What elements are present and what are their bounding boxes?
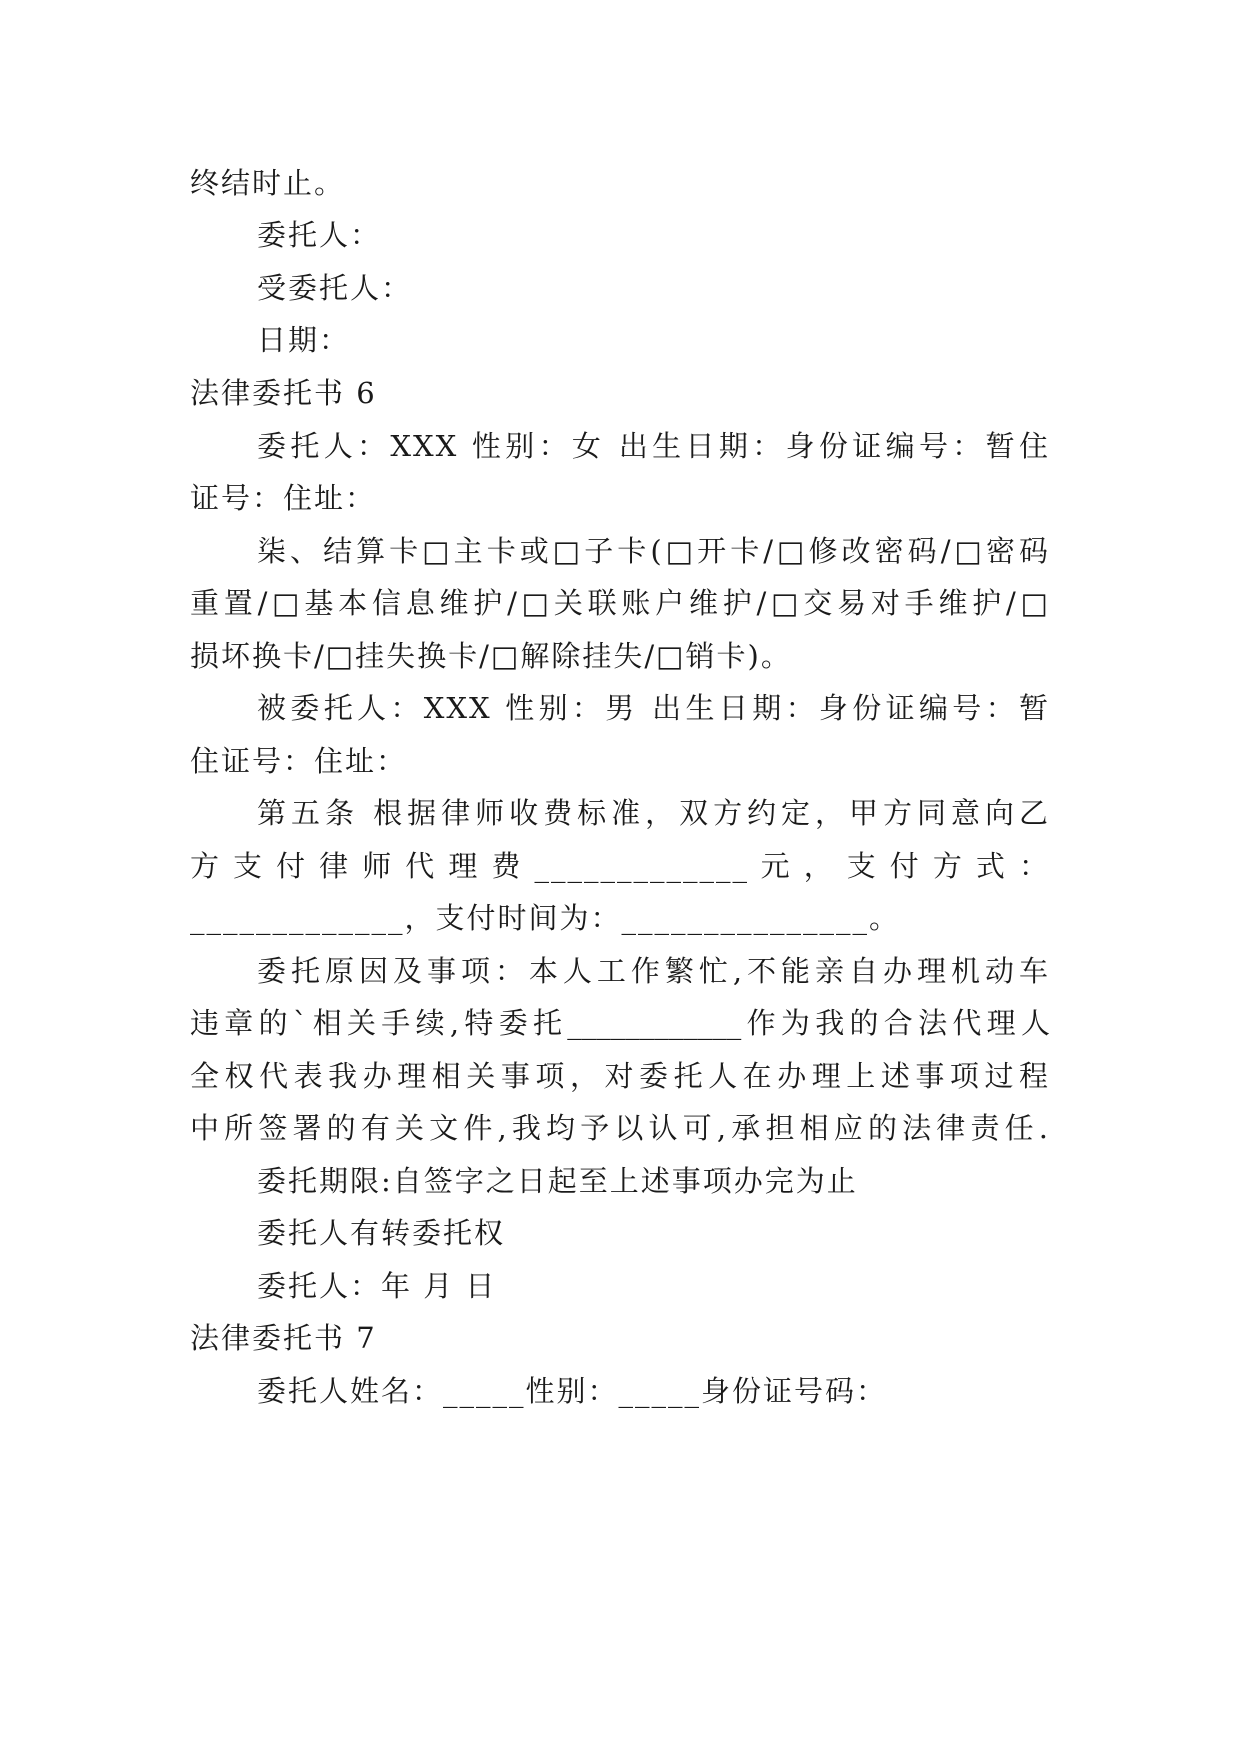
text-line: 委托期限:自签字之日起至上述事项办完为止 (257, 1164, 858, 1198)
text-line: 委托人姓名：_____性别：_____身份证号码： (257, 1374, 888, 1408)
text-line: 受委托人： (257, 271, 413, 305)
text-line: 委托人：年 月 日 (257, 1269, 497, 1303)
text-line: 委托人有转委托权 (257, 1216, 506, 1250)
text-line: 委托人：XXX 性别：女 出生日期：身份证编号：暂住 (257, 429, 1050, 463)
text-line: 违章的`相关手续,特委托____________作为我的合法代理人 (190, 1006, 1050, 1040)
text-line: 委托人： (257, 218, 382, 252)
text-line: 全权代表我办理相关事项，对委托人在办理上述事项过程 (190, 1059, 1050, 1093)
text-line: 方 支 付 律 师 代 理 费 _____________ 元 ， 支 付 方 式 ： (190, 849, 1050, 883)
text-line: 证号：住址： (190, 481, 377, 515)
text-line: 损坏换卡/□挂失换卡/□解除挂失/□销卡)。 (190, 639, 792, 673)
text-line: 被委托人：XXX 性别：男 出生日期：身份证编号：暂 (257, 691, 1050, 725)
text-line: 第五条 根据律师收费标准，双方约定，甲方同意向乙 (257, 796, 1050, 830)
section-heading: 法律委托书 6 (190, 376, 377, 410)
text-line: 中所签署的有关文件,我均予以认可,承担相应的法律责任. (190, 1111, 1050, 1145)
text-line: 柒、结算卡□主卡或□子卡(□开卡/□修改密码/□密码 (257, 534, 1050, 568)
text-line: 重置/□基本信息维护/□关联账户维护/□交易对手维护/□ (190, 586, 1050, 620)
text-line: 终结时止。 (190, 166, 346, 200)
text-line: 住证号：住址： (190, 744, 408, 778)
text-line: 委托原因及事项：本人工作繁忙,不能亲自办理机动车 (257, 954, 1050, 988)
section-heading: 法律委托书 7 (190, 1321, 377, 1355)
text-line: _____________，支付时间为：_______________。 (190, 901, 901, 935)
text-line: 日期： (257, 323, 351, 357)
